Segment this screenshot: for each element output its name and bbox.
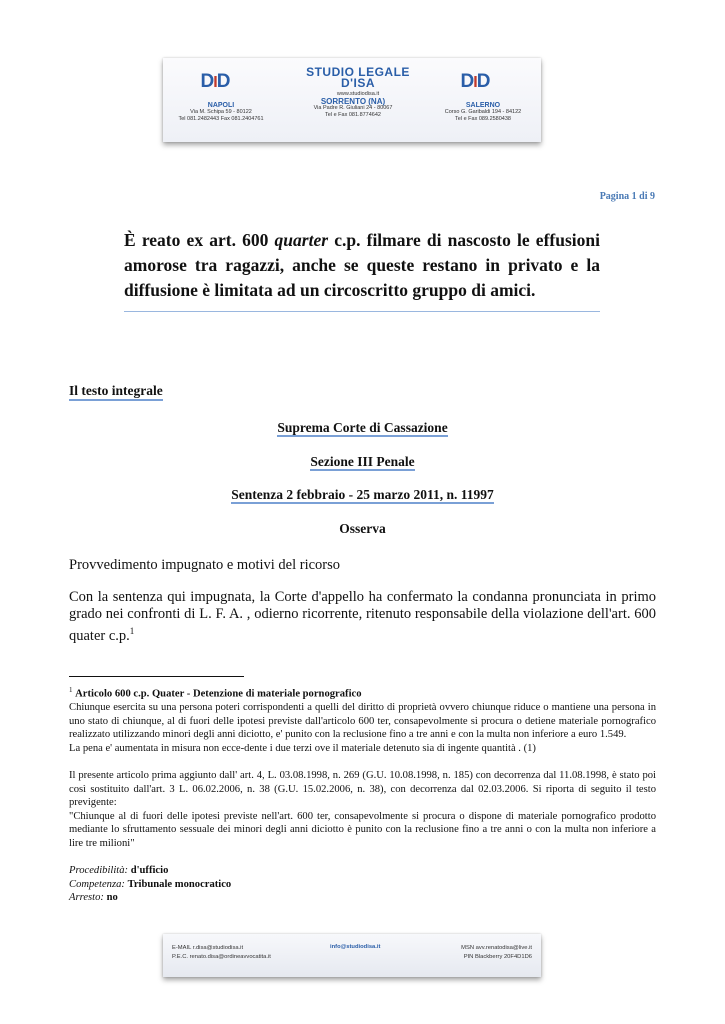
footnote-number: 1 [69,686,73,694]
office-phone: Tel e Fax 089.2580438 [455,116,511,122]
studio-logo-right: DID [460,71,490,92]
footer-info-email[interactable]: info@studiodisa.it [330,944,381,950]
judgment-heading [0,487,725,503]
office-city: NAPOLI [207,102,235,109]
title-part1: È reato ex art. 600 [124,230,275,250]
footer-contacts-right [461,944,532,962]
footer-bar [163,934,541,977]
footnote-p3: Il presente articolo prima aggiunto dall' art. 4, L. 03.08.1998, n. 269 (G.U. 10.08.1998, n. 185) con decorrenza dal 11.08.1998, è stato poi così sostituito dall'art. 3 L. 06.02.2006, n. 38 (G.U. 15.02.2006, n. 38), con decorrenza dal 02.03.2006. Si riporta di seguito il testo previgente: [69,770,656,809]
footer-contacts-left [172,944,271,962]
studio-name-line2: D'ISA [340,76,376,90]
judgment-ref: Sentenza 2 febbraio - 25 marzo 2011, n. 11997 [231,487,494,502]
footnote-ref[interactable]: 1 [129,626,135,636]
court-name: Suprema Corte di Cassazione [277,420,448,435]
footer-pec[interactable]: P.E.C. renato.disa@ordineavvocatita.it [172,954,271,960]
observes-heading [0,521,725,537]
arresto-value: no [106,892,118,904]
footnote-p1: Chiunque esercita su una persona poteri corrispondenti a quelli del diritto di proprietà ovvero chiunque riduce o mantiene una persona in uno stato di chiunque, al di fuori delle ipotesi previste dall'articolo 600 ter, consapevolmente si procura o detiene materiale pornografico realizzato utilizzando minori degli anni diciotto, e' punito con la reclusione fino a tre anni e con la multa non inferiore a euro 1.549. [69,702,656,741]
title-part2: c.p. filmare di nascosto le effusioni amorose tra ragazzi, anche se queste restano in privato e la diffusione è limitata ad un circoscritto gruppo di amici. [124,230,600,300]
footnote [69,684,656,905]
procedibilita-value: d'ufficio [130,865,169,877]
footnote-p4: "Chiunque al di fuori delle ipotesi previste nell'art. 600 ter, consapevolmente si procura o dispone di materiale pornografico prodotto mediante lo sfruttamento sessuale dei minori degli anni diciotto è punito con la reclusione fino a tre anni o con la multa non inferiore a lire tre milioni" [69,810,656,850]
arresto-label: Arresto: [69,892,104,904]
office-city: SORRENTO (NA) [320,97,386,106]
document-title [124,228,600,312]
footnote-p2: La pena e' aumentata in misura non ecce-dente i due terzi ove il materiale detenuto sia di ingente quantità . (1) [69,742,536,754]
letterhead [163,58,541,142]
section-name: Sezione III Penale [310,454,415,469]
page-number: Pagina 1 di 9 [599,191,655,202]
office-city: SALERNO [465,102,501,109]
office-address: Corso G. Garibaldi 194 - 84122 [444,109,522,115]
studio-logo-left: DID [200,71,230,92]
footer-pin: PIN Blackberry 20F4D1D6 [463,954,532,960]
paragraph-1-text: Con la sentenza qui impugnata, la Corte d'appello ha confermato la condanna pronunciata in primo grado nei confronti di L. F. A. , odierno ricorrente, ritenuto responsabile della violazione dell'art. 600 quater c.p. [69,589,656,644]
section-heading [0,454,725,470]
footnote-divider [69,676,244,677]
office-address: Via M. Schipa 59 - 80122 [190,109,252,115]
footnote-heading [69,684,656,701]
paragraph-1 [69,589,656,645]
footer-msn: MSN avv.renatodisa@live.it [461,945,532,951]
office-sorrento [298,98,408,119]
footnote-title: Articolo 600 c.p. Quater - Detenzione di materiale pornografico [75,688,362,700]
procedibilita-row [69,864,656,878]
court-heading [0,420,725,436]
office-phone: Tel 081.2482443 Fax 081.2404761 [178,116,264,122]
footer-email[interactable]: E-MAIL r.disa@studiodisa.it [172,945,244,951]
competenza-row [69,878,656,892]
arresto-row [69,891,656,905]
studio-name-line1: STUDIO LEGALE [306,65,410,79]
studio-website: www.studiodisa.it [336,91,380,97]
procedibilita-label: Procedibilità: [69,865,129,877]
title-italic: quarter [274,230,329,250]
competenza-value: Tribunale monocratico [127,878,232,890]
office-phone: Tel e Fax 081.8774642 [325,112,381,118]
subheading: Provvedimento impugnato e motivi del ricorso [69,557,341,573]
competenza-label: Competenza: [69,878,125,890]
office-salerno [428,102,538,123]
studio-name [283,67,433,100]
section-label: Il testo integrale [69,383,163,401]
office-napoli [171,102,271,123]
observes-text: Osserva [339,521,386,536]
office-address: Via Padre R. Giuliani 24 - 80067 [313,105,393,111]
